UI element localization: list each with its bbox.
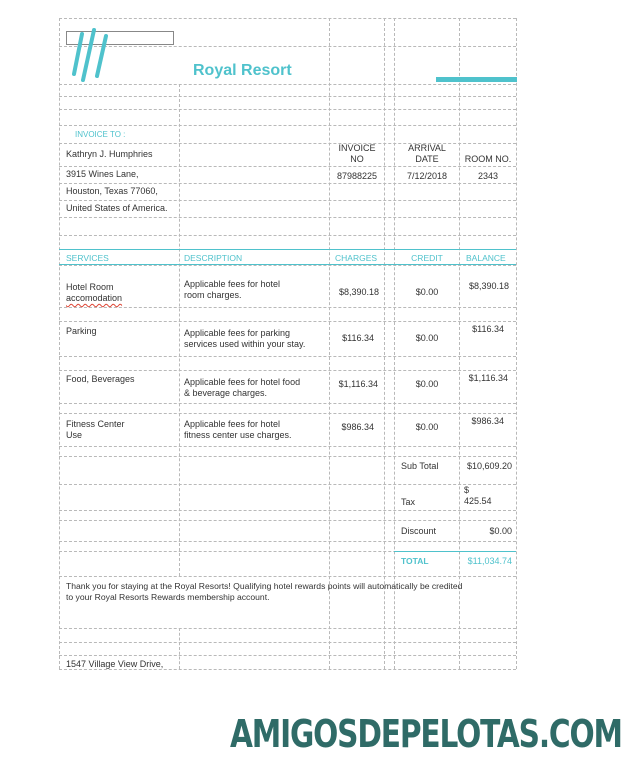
- discount-label: Discount: [401, 526, 437, 536]
- credit-value: $0.00: [415, 333, 439, 343]
- footer-address: 1547 Village View Drive,: [66, 659, 164, 669]
- hotel-name: Royal Resort: [193, 62, 292, 79]
- header-services: SERVICES: [66, 253, 109, 263]
- invoice-no-label-2: NO: [350, 154, 364, 164]
- arrival-date-value: 7/12/2018: [406, 171, 448, 181]
- balance-value: $1,116.34: [468, 373, 508, 383]
- service-name: Food, Beverages: [66, 374, 135, 384]
- subtotal-value: $10,609.20: [466, 461, 512, 471]
- customer-address-line3: United States of America.: [66, 203, 168, 213]
- invoice-no-label: [330, 143, 384, 165]
- total-value: $11,034.74: [467, 556, 512, 566]
- service-description: Applicable fees for parking services used within your stay.: [184, 328, 306, 349]
- header-charges: CHARGES: [335, 253, 378, 263]
- customer-address-line1: 3915 Wines Lane,: [66, 169, 139, 179]
- discount-value: $0.00: [489, 526, 512, 536]
- service-name: Parking: [66, 326, 97, 336]
- invoice-to-label: INVOICE TO :: [75, 130, 126, 139]
- invoice-no-value: 87988225: [336, 171, 378, 181]
- room-no-label: ROOM NO.: [464, 154, 512, 164]
- tax-value: $ 425.54: [464, 485, 492, 506]
- service-name: Fitness Center Use: [66, 419, 125, 440]
- customer-address-line2: Houston, Texas 77060,: [66, 186, 158, 196]
- table-header-rule-bottom: [59, 264, 516, 265]
- room-no-value: 2343: [477, 171, 499, 181]
- credit-value: $0.00: [415, 422, 439, 432]
- service-description: Applicable fees for hotel fitness center use charges.: [184, 419, 292, 440]
- balance-value: $986.34: [471, 416, 504, 426]
- customer-name: Kathryn J. Humphries: [66, 149, 153, 159]
- logo-stripes-icon: [68, 28, 118, 88]
- charge-value: $986.34: [341, 422, 374, 432]
- header-description: DESCRIPTION: [184, 253, 243, 263]
- total-label: TOTAL: [401, 556, 429, 566]
- subtotal-label: Sub Total: [401, 461, 439, 471]
- balance-value: $116.34: [472, 324, 504, 334]
- header-credit: CREDIT: [411, 253, 443, 263]
- header-balance: BALANCE: [466, 253, 506, 263]
- credit-value: $0.00: [415, 379, 439, 389]
- invoice-no-label-1: INVOICE: [338, 143, 376, 153]
- charge-value: $1,116.34: [338, 379, 378, 389]
- service-description: Applicable fees for hotel food & beverage charges.: [184, 377, 301, 398]
- site-watermark: AMIGOSDEPELOTAS.COM: [230, 712, 622, 756]
- service-description: Applicable fees for hotel room charges.: [184, 279, 281, 300]
- arrival-date-label-1: ARRIVAL: [408, 143, 446, 153]
- charge-value: $8,390.18: [338, 287, 379, 297]
- arrival-date-label-2: DATE: [415, 154, 439, 164]
- thank-you-note: Thank you for staying at the Royal Resorts! Qualifying hotel rewards points will automatically be credited to your Royal Resorts Rewards membership account.: [66, 581, 463, 602]
- table-header-rule-top: [59, 249, 516, 250]
- tax-label: Tax: [401, 497, 416, 507]
- charge-value: $116.34: [342, 333, 374, 343]
- header-accent-bar: [436, 77, 517, 82]
- logo: [64, 28, 174, 88]
- balance-value: $8,390.18: [468, 281, 509, 291]
- total-rule: [394, 551, 516, 552]
- arrival-date-label: [395, 143, 459, 165]
- service-name: Hotel Room accomodation: [66, 282, 123, 303]
- credit-value: $0.00: [415, 287, 439, 297]
